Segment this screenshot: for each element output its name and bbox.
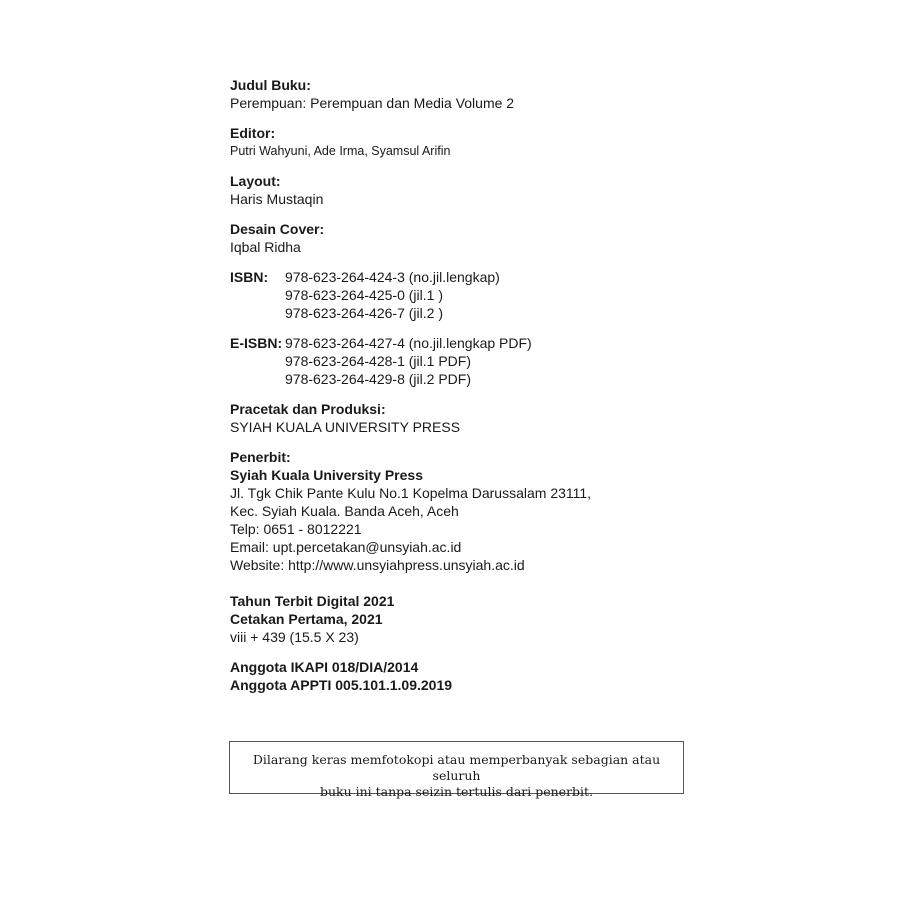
isbn-number: 978-623-264-424-3 (no.jil.lengkap) [285, 269, 500, 285]
cover-block [230, 220, 730, 256]
layout-name: Haris Mustaqin [230, 191, 324, 207]
publisher-name: Syiah Kuala University Press [230, 467, 423, 483]
printing-block [230, 400, 730, 436]
book-title: Perempuan: Perempuan dan Media Volume 2 [230, 95, 515, 111]
printing-name: SYIAH KUALA UNIVERSITY PRESS [230, 419, 461, 435]
printing-label: Pracetak dan Produksi: [230, 401, 386, 417]
cover-label: Desain Cover: [230, 221, 325, 237]
notice-line: Dilarang keras memfotokopi atau memperbanyak sebagian atau seluruh [252, 752, 661, 783]
publisher-website: Website: http://www.unsyiahpress.unsyiah.ac.id [230, 557, 525, 573]
copyright-page [230, 76, 730, 706]
eisbn-list [285, 334, 532, 388]
isbn-number: 978-623-264-425-0 (jil.1 ) [285, 287, 443, 303]
publisher-address: Jl. Tgk Chik Pante Kulu No.1 Kopelma Darussalam 23111, [230, 485, 592, 501]
isbn-block [230, 268, 730, 322]
title-label: Judul Buku: [230, 77, 311, 93]
copyright-notice-box [229, 741, 684, 799]
title-block [230, 76, 730, 112]
layout-label: Layout: [230, 173, 281, 189]
publisher-email: Email: upt.percetakan@unsyiah.ac.id [230, 539, 462, 555]
eisbn-number: 978-623-264-427-4 (no.jil.lengkap PDF) [285, 335, 532, 351]
eisbn-number: 978-623-264-428-1 (jil.1 PDF) [285, 353, 471, 369]
notice-line: buku ini tanpa seizin tertulis dari penerbit. [319, 784, 594, 799]
digital-year: Tahun Terbit Digital 2021 [230, 593, 395, 609]
isbn-label: ISBN: [230, 269, 269, 285]
membership-block [230, 658, 730, 694]
publisher-label: Penerbit: [230, 449, 291, 465]
layout-block [230, 172, 730, 208]
isbn-number: 978-623-264-426-7 (jil.2 ) [285, 305, 443, 321]
editor-names: Putri Wahyuni, Ade Irma, Syamsul Arifin [230, 144, 451, 158]
edition-block [230, 592, 730, 646]
editor-label: Editor: [230, 125, 276, 141]
publisher-phone: Telp: 0651 - 8012221 [230, 521, 362, 537]
eisbn-block [230, 334, 730, 388]
publisher-address: Kec. Syiah Kuala. Banda Aceh, Aceh [230, 503, 459, 519]
eisbn-label: E-ISBN: [230, 335, 283, 351]
editor-block [230, 124, 730, 160]
eisbn-number: 978-623-264-429-8 (jil.2 PDF) [285, 371, 471, 387]
cover-name: Iqbal Ridha [230, 239, 301, 255]
ikapi-membership: Anggota IKAPI 018/DIA/2014 [230, 659, 419, 675]
publisher-block [230, 448, 730, 574]
first-printing: Cetakan Pertama, 2021 [230, 611, 383, 627]
isbn-list [285, 268, 500, 322]
page-count: viii + 439 (15.5 X 23) [230, 629, 359, 645]
appti-membership: Anggota APPTI 005.101.1.09.2019 [230, 677, 453, 693]
